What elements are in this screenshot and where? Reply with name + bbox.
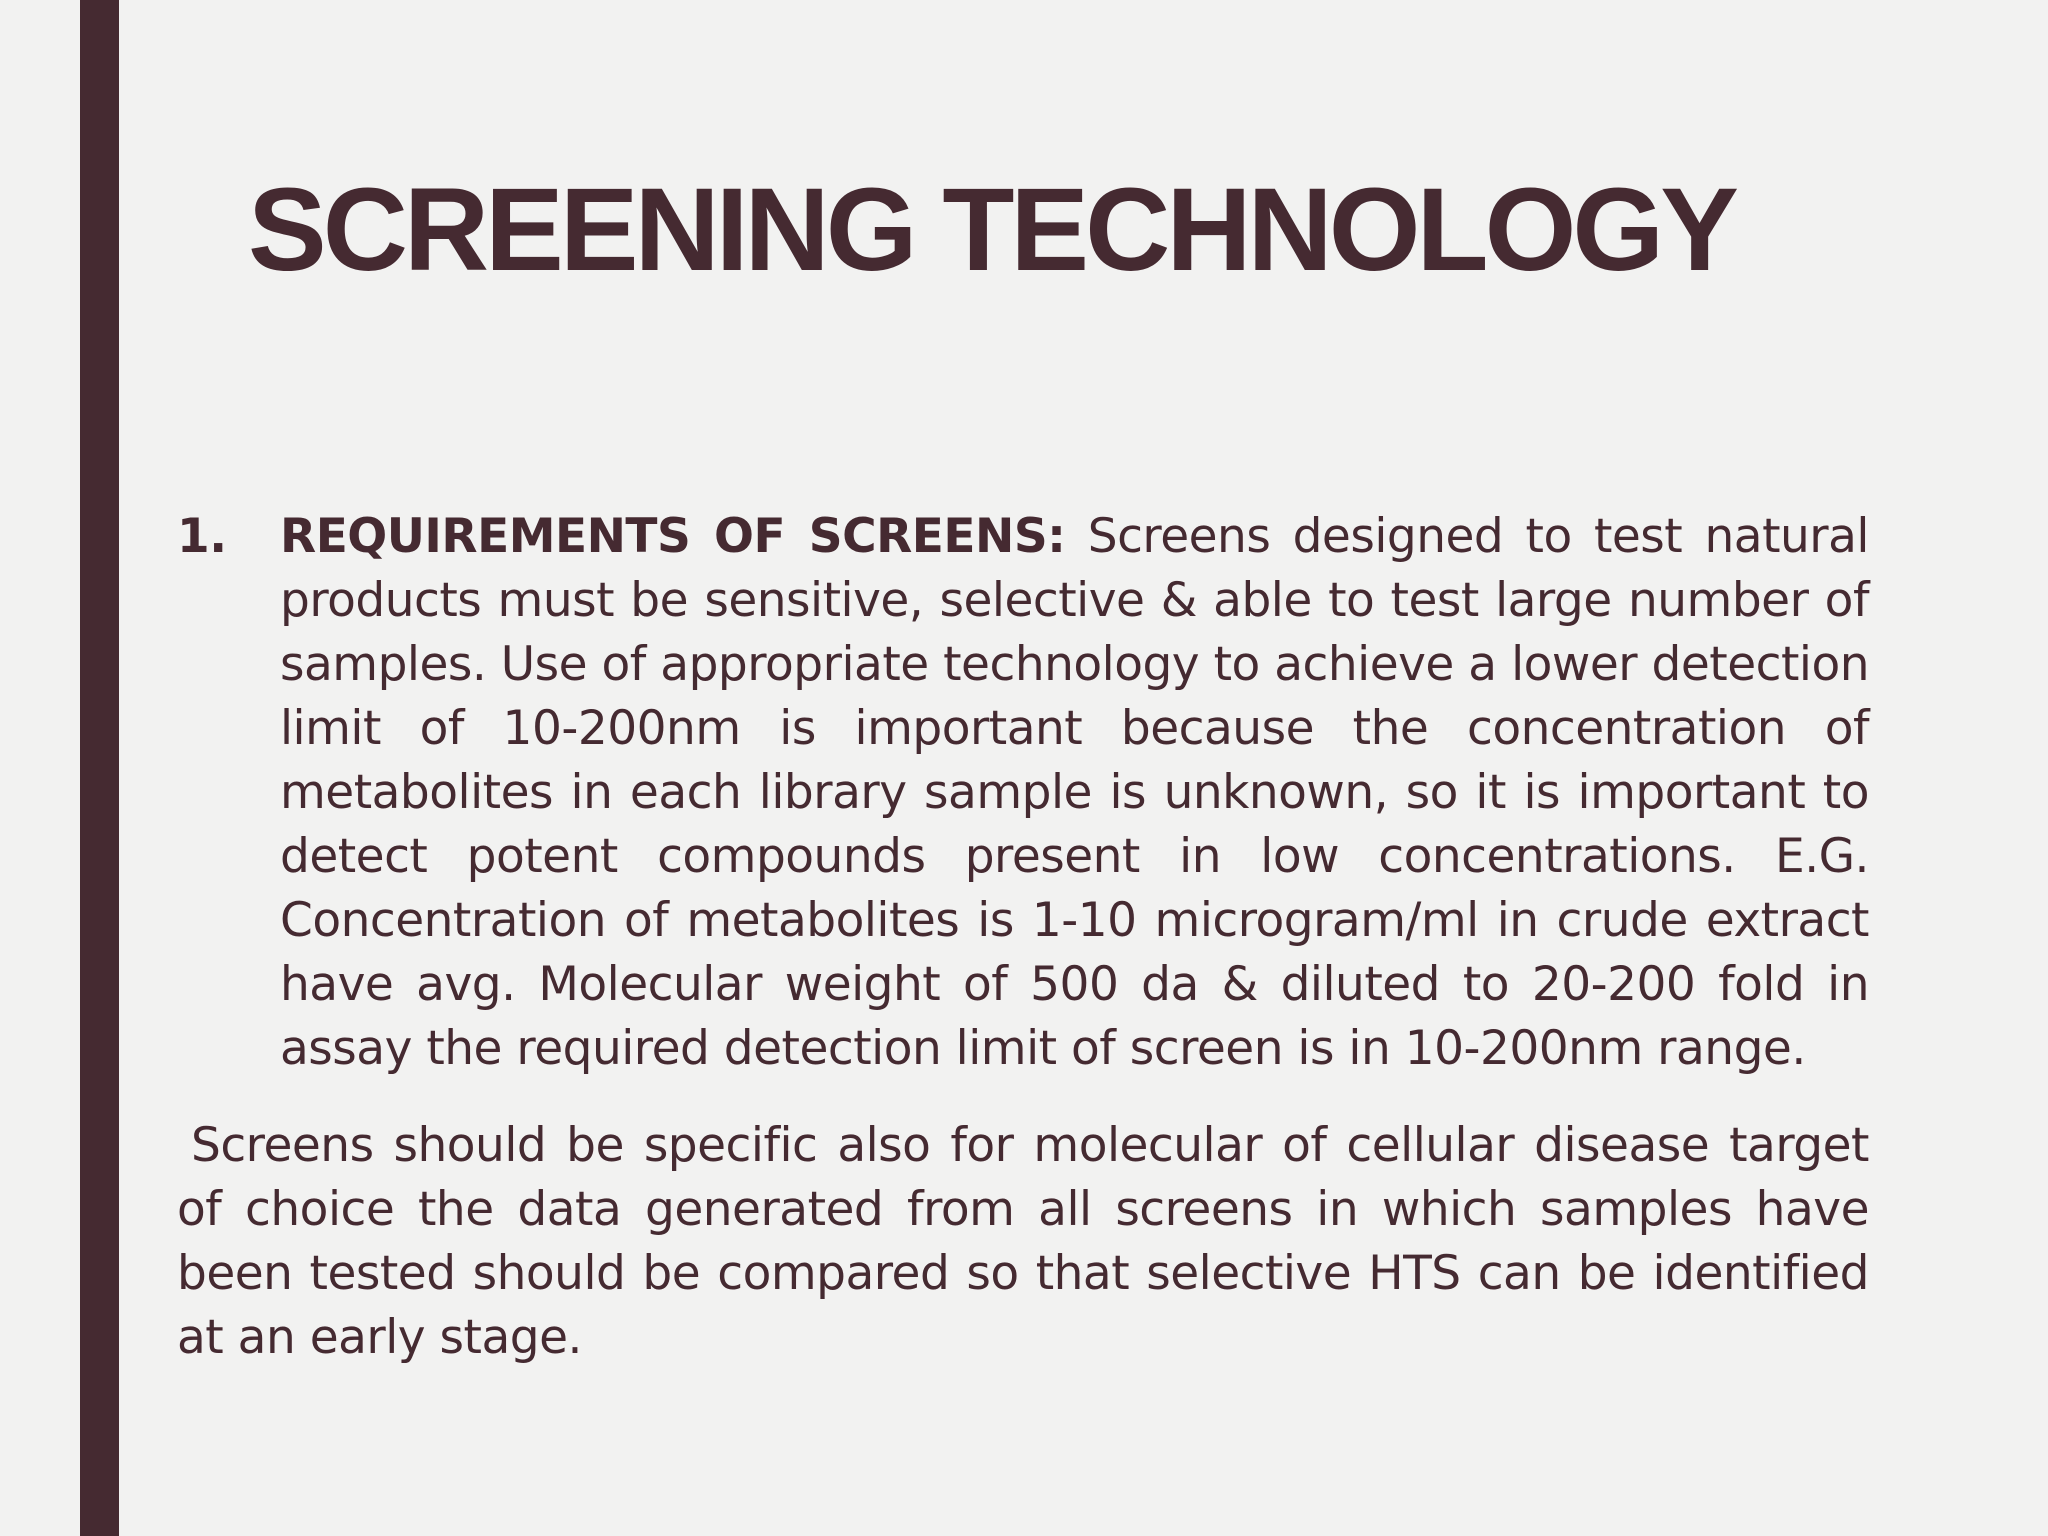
list-item-text: Screens designed to test natural products must be sensitive, selective & able to test large number of samples. Use of appropriate technology to achieve a lower detection limit of 10-200nm is important because the concentration of metabolites in each library sample is unknown, so it is important to detect potent compounds present in low concentrations. E.G. Concentration of metabolites is 1-10 microgram/ml in crude extract have avg. Molecular weight of 500 da & diluted to 20-200 fold in assay the required detection limit of screen is in 10-200nm range.: [280, 509, 1869, 1076]
list-item-number: 1.: [177, 509, 227, 564]
slide-content: [177, 505, 1869, 1370]
list-item-heading: REQUIREMENTS OF SCREENS:: [280, 509, 1066, 564]
slide-title: SCREENING TECHNOLOGY: [248, 164, 1735, 296]
body-paragraph: Screens should be specific also for molecular of cellular disease target of choice the data generated from all screens in which samples have been tested should be compared so that selective HTS can be identified at an early stage.: [177, 1118, 1869, 1365]
numbered-list-item: [177, 505, 1869, 1081]
list-item-body: [280, 505, 1869, 1081]
accent-side-bar: [80, 0, 119, 1536]
